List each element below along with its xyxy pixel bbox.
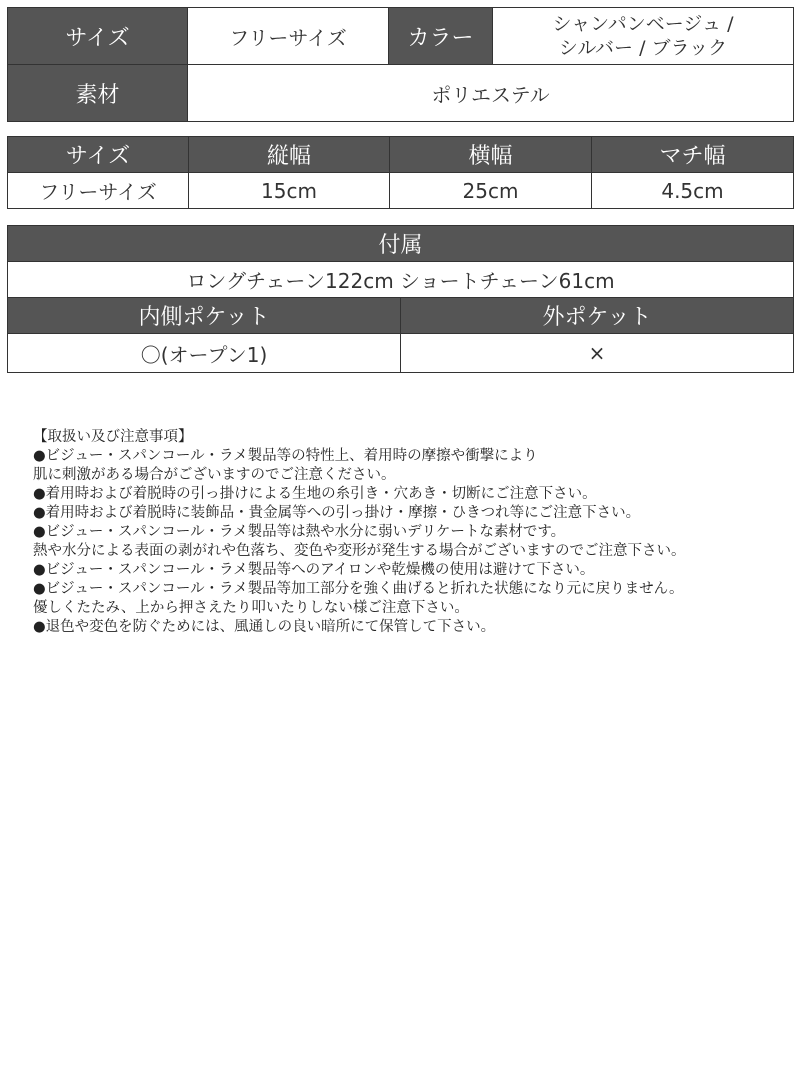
- measure-width-value: 25cm: [390, 173, 592, 209]
- care-notes: [33, 428, 793, 637]
- measure-header-height: 縦幅: [189, 137, 390, 173]
- material-label: 素材: [8, 65, 188, 122]
- measure-gusset-value: 4.5cm: [592, 173, 794, 209]
- color-label: カラー: [389, 8, 493, 65]
- care-notes-title: 【取扱い及び注意事項】: [33, 429, 193, 445]
- care-note-line: ●ビジュー・スパンコール・ラメ製品等加工部分を強く曲げると折れた状態になり元に戻りません。: [33, 581, 684, 597]
- color-value: [493, 8, 794, 65]
- measure-header-width: 横幅: [390, 137, 592, 173]
- inner-pocket-label: 内側ポケット: [8, 298, 401, 334]
- care-note-line: ●ビジュー・スパンコール・ラメ製品等へのアイロンや乾燥機の使用は避けて下さい。: [33, 562, 595, 578]
- color-line-1: シャンパンベージュ /: [552, 13, 734, 35]
- spec-table: [7, 7, 794, 122]
- accessory-label: 付属: [8, 226, 794, 262]
- measure-size-value: フリーサイズ: [8, 173, 189, 209]
- care-note-line: 肌に刺激がある場合がございますのでご注意ください。: [33, 467, 396, 483]
- measure-height-value: 15cm: [189, 173, 390, 209]
- outer-pocket-value: ×: [401, 334, 794, 373]
- size-label: サイズ: [8, 8, 188, 65]
- care-note-line: ●退色や変色を防ぐためには、風通しの良い暗所にて保管して下さい。: [33, 619, 496, 635]
- accessory-value: ロングチェーン122cm ショートチェーン61cm: [8, 262, 794, 298]
- care-note-line: ●着用時および着脱時の引っ掛けによる生地の糸引き・穴あき・切断にご注意下さい。: [33, 486, 597, 502]
- inner-pocket-value: 〇(オープン1): [8, 334, 401, 373]
- care-note-line: ●ビジュー・スパンコール・ラメ製品等は熱や水分に弱いデリケートな素材です。: [33, 524, 566, 540]
- outer-pocket-label: 外ポケット: [401, 298, 794, 334]
- color-line-2: シルバー / ブラック: [558, 37, 728, 59]
- measure-table: [7, 136, 794, 209]
- care-note-line: ●ビジュー・スパンコール・ラメ製品等の特性上、着用時の摩擦や衝撃により: [33, 448, 538, 464]
- care-note-line: ●着用時および着脱時に装飾品・貴金属等への引っ掛け・摩擦・ひきつれ等にご注意下さい。: [33, 505, 641, 521]
- accessory-table: [7, 225, 794, 373]
- size-value: フリーサイズ: [188, 8, 389, 65]
- measure-header-gusset: マチ幅: [592, 137, 794, 173]
- material-value: ポリエステル: [188, 65, 794, 122]
- care-note-line: 熱や水分による表面の剥がれや色落ち、変色や変形が発生する場合がございますのでご注意下さい。: [33, 543, 686, 559]
- measure-header-size: サイズ: [8, 137, 189, 173]
- care-note-line: 優しくたたみ、上から押さえたり叩いたりしない様ご注意下さい。: [33, 600, 469, 616]
